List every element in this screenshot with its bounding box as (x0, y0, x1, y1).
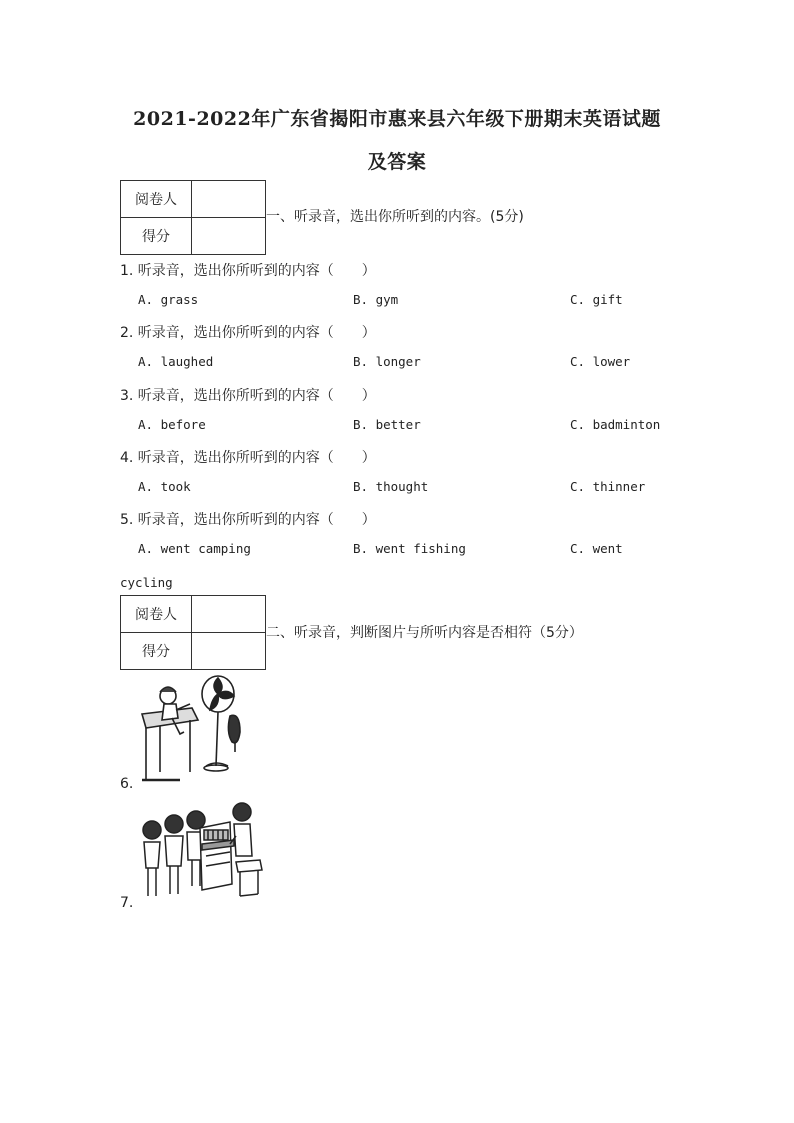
q3-option-a: A. before (138, 417, 206, 432)
section-1-heading: 一、听录音，选出你所听到的内容。(5分) (266, 209, 524, 225)
q5-option-c: C. went (570, 541, 623, 556)
q3-option-c: C. badminton (570, 417, 661, 432)
picture-item-6-number: 6. (120, 776, 134, 792)
child-at-table-with-fan-illustration (140, 672, 244, 782)
reviewer-label: 阅卷人 (121, 596, 192, 633)
q1-option-b: B. gym (353, 292, 399, 307)
q5-option-b: B. went fishing (353, 541, 466, 556)
reviewer-label: 阅卷人 (121, 181, 192, 218)
score-label: 得分 (121, 218, 192, 255)
score-cell (192, 633, 266, 670)
reviewer-cell (192, 596, 266, 633)
question-3: 3. 听录音，选出你所听到的内容（ ） (120, 388, 376, 404)
q2-option-c: C. lower (570, 354, 631, 369)
score-label: 得分 (121, 633, 192, 670)
q4-option-a: A. took (138, 479, 191, 494)
question-5: 5. 听录音，选出你所听到的内容（ ） (120, 512, 376, 528)
reviewer-cell (192, 181, 266, 218)
q2-option-a: A. laughed (138, 354, 214, 369)
section-2-heading: 二、听录音，判断图片与所听内容是否相符（5分） (266, 625, 583, 641)
question-2: 2. 听录音，选出你所听到的内容（ ） (120, 325, 376, 341)
q3-option-b: B. better (353, 417, 421, 432)
q4-option-c: C. thinner (570, 479, 646, 494)
children-around-piano-illustration (138, 800, 266, 906)
score-box-1 (120, 180, 266, 255)
q2-option-b: B. longer (353, 354, 421, 369)
q5-option-a: A. went camping (138, 541, 251, 556)
q4-option-b: B. thought (353, 479, 429, 494)
q1-option-a: A. grass (138, 292, 199, 307)
score-cell (192, 218, 266, 255)
question-4: 4. 听录音，选出你所听到的内容（ ） (120, 450, 376, 466)
page-title: 2021-2022年广东省揭阳市惠来县六年级下册期末英语试题 (133, 108, 661, 130)
question-1: 1. 听录音，选出你所听到的内容（ ） (120, 263, 376, 279)
score-box-2 (120, 595, 266, 670)
q1-option-c: C. gift (570, 292, 623, 307)
page-title-line2: 及答案 (367, 151, 427, 173)
picture-item-7-number: 7. (120, 895, 134, 911)
q5-option-c-wrap: cycling (120, 575, 173, 590)
